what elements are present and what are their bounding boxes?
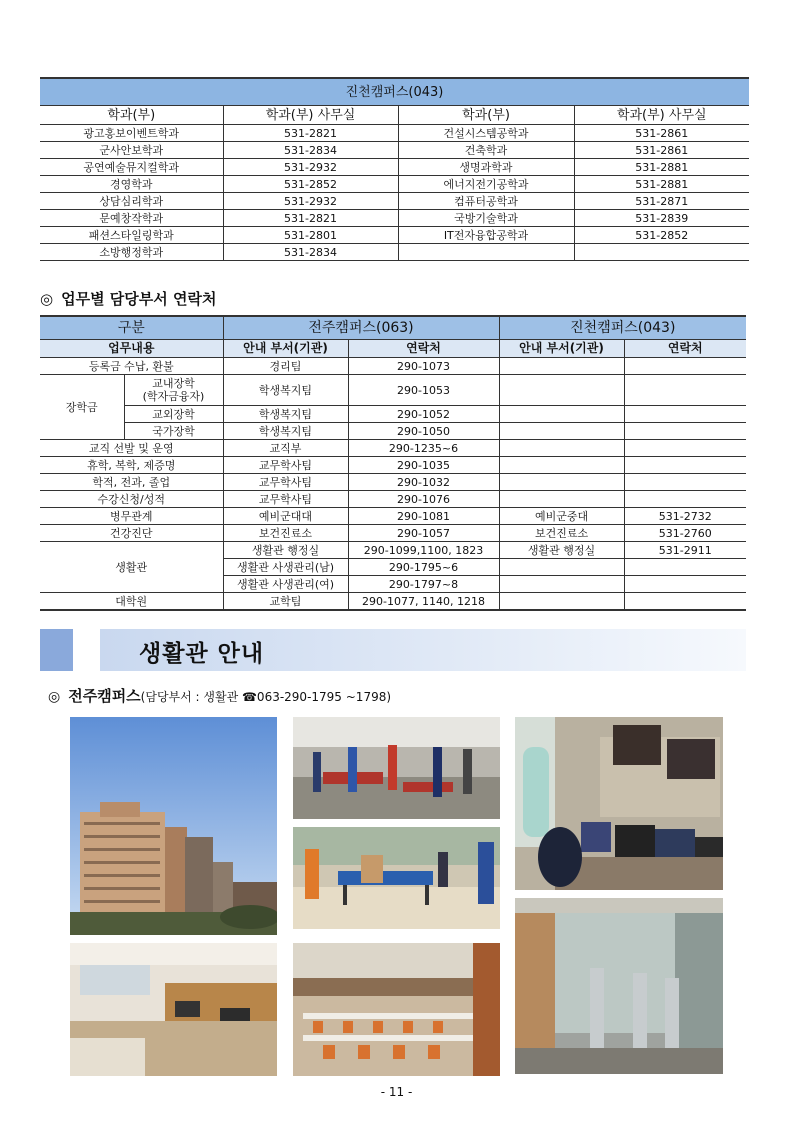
cell: 광고홍보이벤트학과	[83, 126, 180, 140]
section-marker: ◎	[40, 290, 54, 308]
cell: 생활관 행정실	[499, 542, 624, 559]
table-row	[40, 440, 746, 457]
cell	[624, 491, 746, 508]
cell: 교외장학	[124, 406, 223, 423]
cell: 패션스타일링학과	[40, 227, 223, 244]
column-header: 학과(부) 사무실	[223, 106, 398, 125]
table-row	[40, 423, 746, 440]
cell	[499, 576, 624, 593]
cell: 생활관 사생관리(남)	[223, 559, 348, 576]
campus-subheading	[48, 685, 391, 706]
table-title: 진천캠퍼스(043)	[40, 78, 749, 106]
security-office-photo	[515, 717, 723, 890]
dormitory-building-photo	[70, 717, 277, 935]
cell: 수강신청/성적	[40, 491, 223, 508]
cell: 290-1032	[348, 474, 499, 491]
cell: 학생복지팀	[223, 423, 348, 440]
cell	[499, 358, 624, 375]
fitness-room-photo	[293, 717, 500, 819]
header-contact-2: 연락처	[624, 340, 746, 358]
header-jincheon: 진천캠퍼스(043)	[499, 316, 746, 340]
banner-accent-square	[40, 629, 73, 671]
cell: 290-1050	[348, 423, 499, 440]
table-row	[40, 406, 746, 423]
cell: 290-1235~6	[348, 440, 499, 457]
cell	[499, 593, 624, 611]
dorm-label: 생활관	[40, 542, 223, 593]
column-header: 학과(부)	[398, 106, 574, 125]
cell: 보건진료소	[223, 525, 348, 542]
cell: 531-2932	[223, 193, 398, 210]
cell: 290-1099,1100, 1823	[348, 542, 499, 559]
table-row	[40, 525, 746, 542]
section-banner	[40, 629, 746, 671]
cell: 상담심리학과	[40, 193, 223, 210]
cell	[624, 576, 746, 593]
banner-title: 생활관 안내	[139, 641, 265, 667]
cell: 531-2881	[574, 159, 749, 176]
table-row	[40, 193, 749, 210]
cell	[499, 474, 624, 491]
cell: 531-2861	[574, 125, 749, 142]
cell: 경영학과	[40, 176, 223, 193]
header-dept-2: 안내 부서(기관)	[499, 340, 624, 358]
page-number: - 11 -	[380, 1085, 413, 1099]
cell: 531-2821	[223, 125, 398, 142]
cell	[624, 375, 746, 406]
header-task: 업무내용	[40, 340, 223, 358]
cell: 예비군중대	[499, 508, 624, 525]
table-row	[40, 210, 749, 227]
cell: 보건진료소	[499, 525, 624, 542]
column-header: 학과(부) 사무실	[574, 106, 749, 125]
cell: 290-1795~6	[348, 559, 499, 576]
contact-table	[40, 315, 746, 611]
cell	[624, 559, 746, 576]
cell: 에너지전기공학과	[398, 176, 574, 193]
cell: 531-2852	[223, 176, 398, 193]
cell: 건축학과	[398, 142, 574, 159]
cell: 생활관 사생관리(여)	[223, 576, 348, 593]
cell	[499, 491, 624, 508]
table-row	[40, 457, 746, 474]
cell	[624, 474, 746, 491]
cell: 소방행정학과	[40, 244, 223, 261]
table-row	[40, 358, 746, 375]
cell: 학생복지팀	[223, 406, 348, 423]
cell: 531-2760	[624, 525, 746, 542]
cell: 교직 선발 및 운영	[40, 440, 223, 457]
cell: 휴학, 복학, 제증명	[40, 457, 223, 474]
cell: 대학원	[40, 593, 223, 611]
cell: 교직부	[223, 440, 348, 457]
cell	[499, 559, 624, 576]
cell: 군사안보학과	[40, 142, 223, 159]
cell	[499, 423, 624, 440]
cell: 290-1035	[348, 457, 499, 474]
section-title: 업무별 담당부서 연락처	[61, 290, 217, 308]
cell: 290-1073	[348, 358, 499, 375]
cell	[499, 406, 624, 423]
cell: 교학팀	[223, 593, 348, 611]
section-heading	[40, 288, 216, 309]
cell: 학적, 전과, 졸업	[40, 474, 223, 491]
cell: 290-1053	[348, 375, 499, 406]
cell	[624, 406, 746, 423]
cell	[499, 440, 624, 457]
cell	[624, 358, 746, 375]
header-gubun: 구분	[40, 316, 223, 340]
cell: 교무학사팀	[223, 457, 348, 474]
cell: 교무학사팀	[223, 491, 348, 508]
cell: 국가장학	[124, 423, 223, 440]
cell: 공연예술뮤지컬학과	[40, 159, 223, 176]
cafeteria-photo	[293, 943, 500, 1076]
table-row	[40, 508, 746, 525]
dorm-room-photo	[70, 943, 277, 1076]
cell: 경리팀	[223, 358, 348, 375]
cell: 290-1076	[348, 491, 499, 508]
jincheon-department-table	[40, 77, 749, 261]
table-row	[40, 227, 749, 244]
subheading-marker: ◎	[48, 689, 61, 705]
cell: 학생복지팀	[223, 375, 348, 406]
cell	[574, 244, 749, 261]
table-row	[40, 244, 749, 261]
entrance-gate-photo	[515, 898, 723, 1074]
cell: 교무학사팀	[223, 474, 348, 491]
table-row	[40, 491, 746, 508]
cell: IT전자융합공학과	[398, 227, 574, 244]
cell: 531-2932	[223, 159, 398, 176]
cell: 생명과학과	[398, 159, 574, 176]
cell-line: (학자금융자)	[142, 390, 205, 403]
table-row	[40, 142, 749, 159]
campus-name: 전주캠퍼스	[68, 687, 141, 705]
cell-line: 교내장학	[152, 377, 195, 390]
cell	[124, 375, 223, 406]
cell: 531-2911	[624, 542, 746, 559]
header-dept: 안내 부서(기관)	[223, 340, 348, 358]
cell: 컴퓨터공학과	[398, 193, 574, 210]
cell: 531-2834	[223, 142, 398, 159]
header-contact: 연락처	[348, 340, 499, 358]
table-row	[40, 593, 746, 611]
cell	[499, 457, 624, 474]
cell: 예비군대대	[223, 508, 348, 525]
header-jeonju: 전주캠퍼스(063)	[223, 316, 499, 340]
cell	[624, 457, 746, 474]
cell: 290-1057	[348, 525, 499, 542]
cell: 등록금 수납, 환불	[40, 358, 223, 375]
cell	[499, 375, 624, 406]
cell: 건설시스템공학과	[398, 125, 574, 142]
table-row	[40, 542, 746, 559]
cell: 531-2861	[574, 142, 749, 159]
campus-contact: (담당부서 : 생활관 ☎063-290-1795 ~1798)	[140, 690, 392, 704]
cell: 병무관계	[40, 508, 223, 525]
table-row	[40, 176, 749, 193]
cell: 생활관 행정실	[223, 542, 348, 559]
cell: 건강진단	[40, 525, 223, 542]
table-row	[40, 474, 746, 491]
cell	[624, 423, 746, 440]
table-row	[40, 125, 749, 142]
table-row	[40, 375, 746, 406]
cell: 531-2871	[574, 193, 749, 210]
cell: 531-2801	[223, 227, 398, 244]
cell: 290-1077, 1140, 1218	[348, 593, 499, 611]
cell: 국방기술학과	[398, 210, 574, 227]
scholarship-label: 장학금	[40, 375, 124, 440]
cell: 문예창작학과	[40, 210, 223, 227]
cell: 531-2839	[574, 210, 749, 227]
cell: 531-2852	[574, 227, 749, 244]
table-tennis-room-photo	[293, 827, 500, 929]
cell	[624, 593, 746, 611]
cell: 531-2881	[574, 176, 749, 193]
cell: 531-2834	[223, 244, 398, 261]
cell	[398, 244, 574, 261]
table-row	[40, 159, 749, 176]
cell: 290-1081	[348, 508, 499, 525]
cell: 290-1052	[348, 406, 499, 423]
cell: 531-2732	[624, 508, 746, 525]
cell: 531-2821	[223, 210, 398, 227]
column-header: 학과(부)	[40, 106, 223, 125]
cell: 290-1797~8	[348, 576, 499, 593]
cell	[624, 440, 746, 457]
